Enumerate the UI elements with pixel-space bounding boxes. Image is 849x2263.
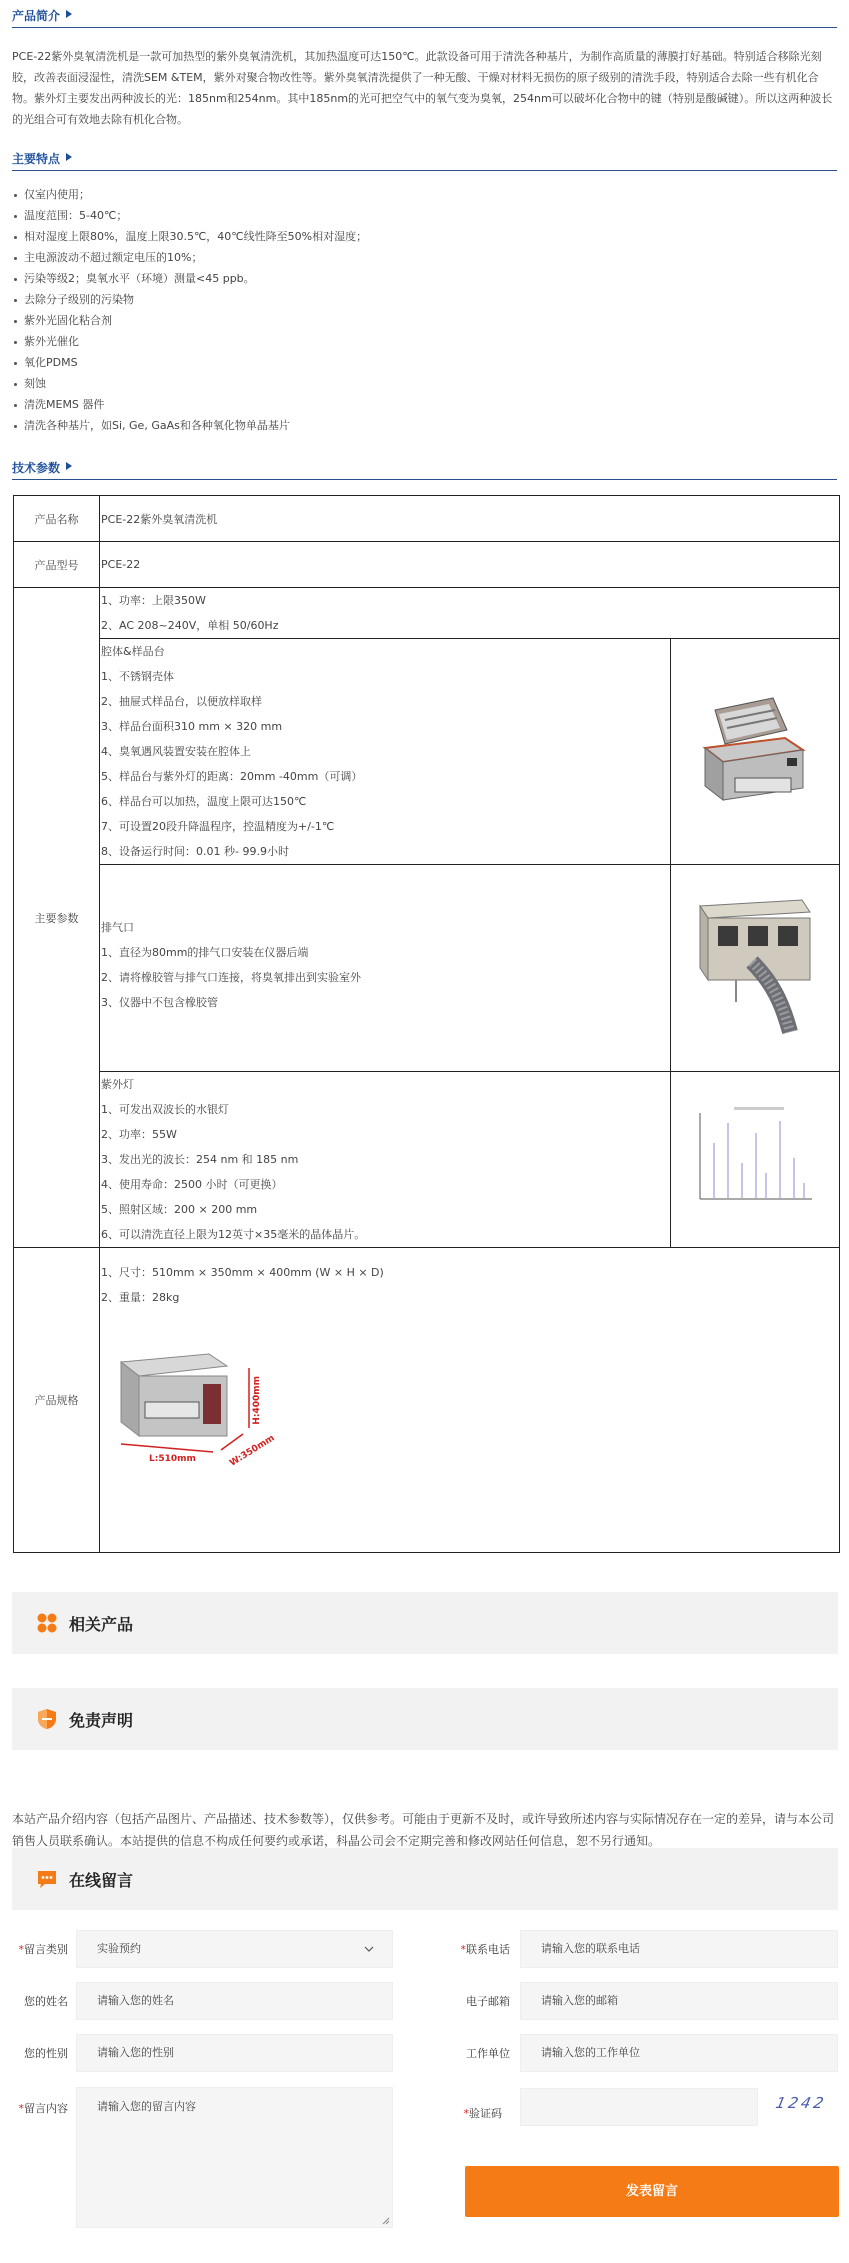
required-mark: * xyxy=(18,2102,24,2115)
chamber-line: 3、样品台面积310 mm × 320 mm xyxy=(101,720,283,733)
size-label: 产品规格 xyxy=(14,1248,100,1553)
list-item: 清洗MEMS 器件 xyxy=(12,394,367,415)
intro-paragraph: PCE-22紫外臭氧清洗机是一款可加热型的紫外臭氧清洗机，其加热温度可达150℃。此款设备可用于清洗各种基片，为制作高质量的薄膜打好基础。特别适合移除光刻胶，改善表面浸湿性，清洗SEM &TEM，紫外对聚合物改性等。紫外臭氧清洗提供了一种无酸、干燥对材料无损伤的原子级别的清洗手段，特别适合去除一些有机化合物。紫外灯主要发出两种波长的光：185nm和254nm。其中185nm的光可把空气中的氧气变为臭氧，254nm可以破坏化合物中的键（特别是酸碱键）。所以这两种波长的光组合可有效地去除有机化合物。 xyxy=(12,50,833,126)
lamp-line: 紫外灯 xyxy=(101,1078,134,1091)
chamber-line: 6、样品台可以加热，温度上限可达150℃ xyxy=(101,795,307,808)
power-line: 1、功率：上限350W xyxy=(101,594,206,607)
spec-table xyxy=(13,495,840,1553)
email-label: 电子邮箱 xyxy=(466,1995,510,2008)
spectrum-image-cell xyxy=(671,1072,840,1248)
table-row xyxy=(14,542,840,588)
list-item: 刻蚀 xyxy=(12,373,367,394)
features-section-header xyxy=(12,147,837,171)
product-model-value: PCE-22 xyxy=(100,542,840,588)
chamber-line: 7、可设置20段升降温程序，控温精度为+/-1℃ xyxy=(101,820,335,833)
triangle-right-icon xyxy=(66,10,72,18)
intro-section-title: 产品简介 xyxy=(12,9,61,23)
phone-label: *联系电话 xyxy=(460,1943,510,1956)
gender-label: 您的性别 xyxy=(24,2047,68,2060)
exhaust-line: 2、请将橡胶管与排气口连接，将臭氧排出到实验室外 xyxy=(101,971,361,984)
chamber-line: 4、臭氧遇风装置安装在腔体上 xyxy=(101,745,251,758)
product-name-value: PCE-22紫外臭氧清洗机 xyxy=(100,496,840,542)
lamp-line: 2、功率：55W xyxy=(101,1128,177,1141)
exhaust-cell xyxy=(100,865,671,1072)
email-input[interactable]: 请输入您的邮箱 xyxy=(520,1982,838,2020)
exhaust-image-cell xyxy=(671,865,840,1072)
chamber-cell xyxy=(100,639,671,865)
lamp-cell xyxy=(100,1072,671,1248)
message-form-title: 在线留言 xyxy=(69,1871,134,1890)
captcha-image[interactable]: 1242 xyxy=(774,2094,829,2112)
disclaimer-title: 免责声明 xyxy=(69,1711,134,1730)
table-row xyxy=(14,1072,840,1248)
exhaust-line: 3、仪器中不包含橡胶管 xyxy=(101,996,218,1009)
exhaust-line: 排气口 xyxy=(101,921,134,934)
list-item: 相对湿度上限80%，温度上限30.5℃，40℃线性降至50%相对湿度； xyxy=(12,226,367,247)
lamp-line: 5、照射区域：200 × 200 mm xyxy=(101,1203,258,1216)
lamp-line: 3、发出光的波长：254 nm 和 185 nm xyxy=(101,1153,299,1166)
length-dimension-label: L:510mm xyxy=(149,1454,196,1464)
lamp-line: 4、使用寿命：2500 小时（可更换） xyxy=(101,1178,283,1191)
power-line: 2、AC 208~240V，单相 50/60Hz xyxy=(101,619,279,632)
content-label: *留言内容 xyxy=(18,2102,68,2115)
triangle-right-icon xyxy=(66,153,72,161)
category-select[interactable] xyxy=(76,1930,393,1968)
params-section-title: 技术参数 xyxy=(12,461,61,475)
category-select-value: 实验预约 xyxy=(97,1942,141,1955)
lamp-line: 6、可以清洗直径上限为12英寸×35毫米的晶体晶片。 xyxy=(101,1228,366,1241)
content-textarea[interactable] xyxy=(76,2087,393,2228)
size-line: 2、重量：28kg xyxy=(101,1291,180,1304)
chamber-line: 1、不锈钢壳体 xyxy=(101,670,174,683)
captcha-input[interactable] xyxy=(520,2088,758,2126)
spectrum-image xyxy=(694,1103,816,1213)
submit-message-button[interactable]: 发表留言 xyxy=(465,2166,839,2217)
list-item: 去除分子级别的污染物 xyxy=(12,289,367,310)
product-model-label: 产品型号 xyxy=(14,542,100,588)
name-label: 您的姓名 xyxy=(24,1995,68,2008)
machine-dimension-image xyxy=(109,1348,289,1473)
content-placeholder: 请输入您的留言内容 xyxy=(97,2100,196,2113)
chamber-line: 8、设备运行时间：0.01 秒- 99.9小时 xyxy=(101,845,289,858)
required-mark: * xyxy=(460,1943,466,1956)
list-item: 紫外光催化 xyxy=(12,331,367,352)
grid-icon xyxy=(36,1612,58,1634)
list-item: 紫外光固化粘合剂 xyxy=(12,310,367,331)
chamber-image-cell xyxy=(671,639,840,865)
chamber-line: 2、抽屉式样品台，以便放样取样 xyxy=(101,695,262,708)
chat-bubble-icon xyxy=(36,1868,58,1890)
lamp-line: 1、可发出双波长的水银灯 xyxy=(101,1103,229,1116)
required-mark: * xyxy=(18,1943,24,1956)
table-row xyxy=(14,496,840,542)
shield-icon xyxy=(36,1708,58,1730)
exhaust-line: 1、直径为80mm的排气口安装在仪器后端 xyxy=(101,946,309,959)
size-diagram xyxy=(109,1348,289,1473)
chamber-line: 腔体&样品台 xyxy=(101,645,165,658)
size-line: 1、尺寸：510mm × 350mm × 400mm (W × H × D) xyxy=(101,1266,384,1279)
uv-cleaner-photo xyxy=(695,690,815,810)
params-section-header xyxy=(12,456,837,480)
height-dimension-label: H:400mm xyxy=(252,1376,262,1425)
gender-input[interactable]: 请输入您的性别 xyxy=(76,2034,393,2072)
related-products-header xyxy=(12,1592,838,1654)
width-dimension-label: W:350mm xyxy=(228,1433,277,1469)
message-form-header xyxy=(12,1848,838,1910)
chevron-down-icon xyxy=(364,1946,374,1952)
disclaimer-header xyxy=(12,1688,838,1750)
size-cell xyxy=(100,1248,840,1553)
table-row xyxy=(14,1248,840,1553)
list-item: 清洗各种基片，如Si, Ge, GaAs和各种氧化物单晶基片 xyxy=(12,415,367,436)
features-list xyxy=(12,184,367,436)
chamber-line: 5、样品台与紫外灯的距离：20mm -40mm（可调） xyxy=(101,770,363,783)
triangle-right-icon xyxy=(66,462,72,470)
table-row xyxy=(14,865,840,1072)
exhaust-photo xyxy=(692,892,818,1042)
intro-section-header xyxy=(12,4,837,28)
list-item: 温度范围：5-40℃； xyxy=(12,205,367,226)
name-input[interactable]: 请输入您的姓名 xyxy=(76,1982,393,2020)
company-input[interactable]: 请输入您的工作单位 xyxy=(520,2034,838,2072)
table-row xyxy=(14,639,840,865)
list-item: 氧化PDMS xyxy=(12,352,367,373)
list-item: 污染等级2；臭氧水平（环境）测量<45 ppb。 xyxy=(12,268,367,289)
features-section-title: 主要特点 xyxy=(12,152,61,166)
main-params-label: 主要参数 xyxy=(14,588,100,1248)
disclaimer-text: 本站产品介绍内容（包括产品图片、产品描述、技术参数等），仅供参考。可能由于更新不及时，或许导致所述内容与实际情况存在一定的差异，请与本公司销售人员联系确认。本站提供的信息不构成任何要约或承诺，科晶公司会不定期完善和修改网站任何信息，恕不另行通知。 xyxy=(12,1812,835,1848)
table-row xyxy=(14,588,840,639)
power-cell xyxy=(100,588,840,639)
list-item: 仅室内使用； xyxy=(12,184,367,205)
company-label: 工作单位 xyxy=(466,2047,510,2060)
required-mark: * xyxy=(463,2107,469,2120)
resize-handle-icon[interactable] xyxy=(382,2217,390,2225)
list-item: 主电源波动不超过额定电压的10%； xyxy=(12,247,367,268)
product-name-label: 产品名称 xyxy=(14,496,100,542)
captcha-label: *验证码 xyxy=(463,2107,502,2120)
category-label: *留言类别 xyxy=(18,1943,68,1956)
related-products-title: 相关产品 xyxy=(69,1615,134,1634)
phone-input[interactable]: 请输入您的联系电话 xyxy=(520,1930,838,1968)
